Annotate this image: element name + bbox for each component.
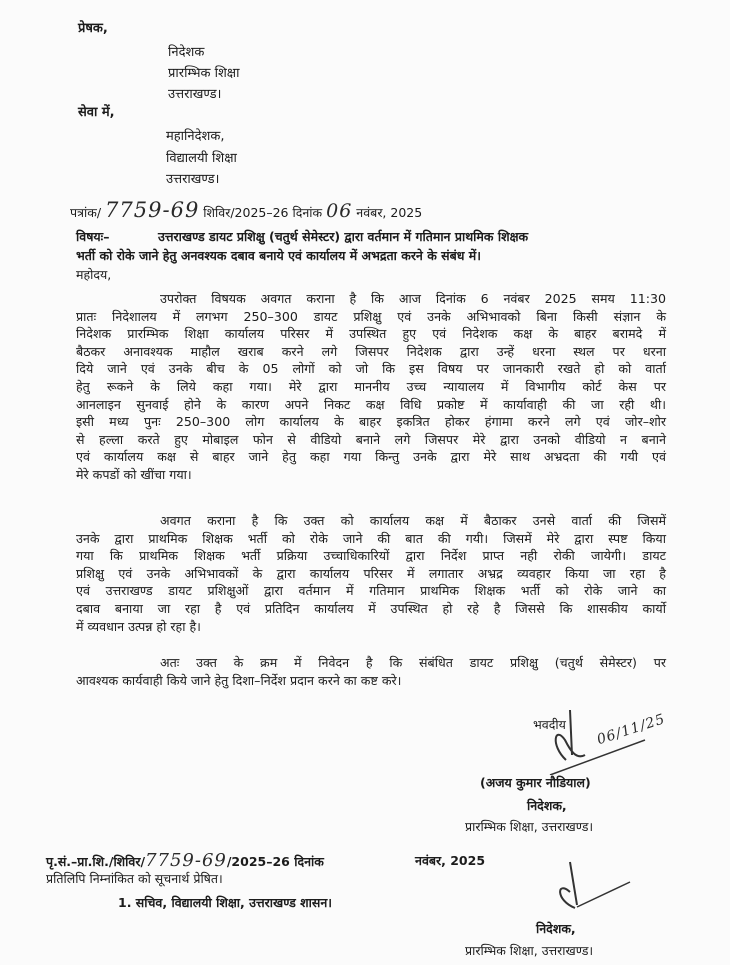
signature-icon xyxy=(535,860,635,915)
paragraph-line: हेतु रूकने के लिये कहा गया। मेरे द्वारा माननीय उच्च न्यायालय में विभागीय कोर्ट केस पर xyxy=(76,378,666,394)
recipient-line: महानिदेशक, xyxy=(166,129,225,144)
paragraph-line: एवं उत्तराखण्ड डायट प्रशिक्षुओं द्वारा वर्तमान में गतिमान प्राथमिक शिक्षक भर्ती को रोके जाने का xyxy=(76,583,666,599)
signatory-name: (अजय कुमार नौडियाल) xyxy=(480,775,591,790)
paragraph-line: आनलाइन सुनवाई होने के कारण अपने निकट कक्ष विधि प्रकोष्ट में कार्यावाही की जा रही थी। xyxy=(76,396,666,412)
ref-prefix: पत्रांक/ xyxy=(70,205,102,220)
endorsement-signatory-office: प्रारम्भिक शिक्षा, उत्तराखण्ड। xyxy=(465,943,594,958)
paragraph-line: उनके द्वारा प्राथमिक शिक्षक भर्ती को रोके जाने की बात की गयी। जिसमें मेरे द्वारा स्पष्ट किया xyxy=(76,530,666,546)
paragraph-line: मेरे कपडों को खींचा गया। xyxy=(76,466,192,482)
signatory-office: प्रारम्भिक शिक्षा, उत्तराखण्ड। xyxy=(465,819,594,834)
paragraph-line: दबाव बनाया जा रहा है एवं प्रतिदिन कार्यालय में उपस्थित हो रहे है जिससे कि शासकीय कार्यो xyxy=(76,600,666,616)
ref-suffix: शिविर/2025–26 दिनांक xyxy=(203,205,323,220)
sender-label: प्रेषक, xyxy=(78,21,108,36)
endorsement-ref-suffix: /2025–26 दिनांक xyxy=(226,854,324,869)
endorsement-ref-handwritten: 7759-69 xyxy=(145,850,227,871)
endorsement-date: नवंबर, 2025 xyxy=(415,853,486,868)
reference-line xyxy=(70,198,422,222)
endorsement-reference xyxy=(46,850,324,871)
paragraph-line: अतः उक्त के क्रम में निवेदन है कि संबंधित डायट प्रशिक्षु (चतुर्थ सेमेस्टर) पर xyxy=(160,655,666,670)
salutation: महोदय, xyxy=(76,267,112,282)
paragraph-line: इसी मध्य पुनः 250–300 लोग कार्यालय के बाहर इकत्रित होकर हंगामा करने लगे एवं जोर–शोर xyxy=(76,414,666,430)
date-suffix: नवंबर, 2025 xyxy=(356,205,423,220)
paragraph-line: प्रशिक्षु एवं उनके अभिभावकों के द्वारा कार्यालय परिसर में लगातार अभ्रद्र व्यवहार किया जा रहा है xyxy=(76,565,666,581)
recipient-line: विद्यालयी शिक्षा xyxy=(166,151,237,166)
subject-label: विषयः– xyxy=(76,229,110,244)
paragraph-line: बैठकर अनावश्यक माहौल खराब करने लगे जिसपर निदेशक द्वारा उन्हें धरना स्थल पर धरना xyxy=(76,343,666,359)
endorsement-signatory-title: निदेशक, xyxy=(536,921,576,936)
recipient-line: उत्तराखण्ड। xyxy=(166,172,220,187)
closing: भवदीय xyxy=(533,717,566,732)
paragraph-line: दिये जाने एवं उनके बीच के 05 लोगों को जो कि इस विषय पर जानकारी रखते हो को वार्ता xyxy=(76,361,666,377)
paragraph-line: प्रातः निदेशालय में लगभग 250–300 डायट प्रशिक्षु एवं उनके अभिभावको बिना किसी संज्ञान के xyxy=(76,308,666,324)
paragraph-line: उपरोक्त विषयक अवगत कराना है कि आज दिनांक 6 नवंबर 2025 समय 11:30 xyxy=(160,291,666,306)
body-paragraph-2 xyxy=(76,512,666,635)
body-paragraph-1 xyxy=(76,290,666,484)
body-paragraph-3 xyxy=(76,654,666,689)
endorsement-ref-prefix: पृ.सं.–प्रा.शि./शिविर/ xyxy=(46,854,146,869)
paragraph-line: से हल्ला करते हुए मोबाइल फोन से वीडियो बनाने लगे जिसपर मेरे द्वारा उनको वीडियो न बनाने xyxy=(76,431,666,447)
paragraph-line: गया कि प्राथमिक शिक्षक भर्ती प्रक्रिया उच्चाधिकारियों द्वारा निर्देश प्राप्त नही रोकी जायेगी। डायट xyxy=(76,548,666,564)
sender-line: उत्तराखण्ड। xyxy=(168,87,222,102)
date-handwritten: 06 xyxy=(326,200,353,222)
sender-line: प्रारम्भिक शिक्षा xyxy=(168,66,240,81)
subject-line: उत्तराखण्ड डायट प्रशिक्षु (चतुर्थ सेमेस्टर) द्वारा वर्तमान में गतिमान प्राथमिक शिक्षक xyxy=(158,229,529,244)
subject-line: भर्ती को रोके जाने हेतु अनवश्यक दबाव बनाये एवं कार्यालय में अभद्रता करने के संबंध में। xyxy=(76,248,482,263)
paragraph-line: अवगत कराना है कि उक्त को कार्यालय कक्ष में बैठाकर उनसे वार्ता की जिसमें xyxy=(160,513,666,528)
ref-handwritten: 7759-69 xyxy=(105,198,200,222)
copy-line: प्रतिलिपि निम्नांकित को सूचनार्थ प्रेषित। xyxy=(46,871,223,886)
signatory-title: निदेशक, xyxy=(527,798,567,813)
paragraph-line: में व्यवधान उत्पन्न हो रहा है। xyxy=(76,618,201,634)
signature-icon xyxy=(540,705,650,775)
copy-recipient: 1. सचिव, विद्यालयी शिक्षा, उत्तराखण्ड शासन। xyxy=(118,895,333,910)
paragraph-line: एवं कार्यालय कक्ष से बाहर जाने हेतु कहा गया किन्तु उनके द्वारा मेरे साथ अभ्रदता की गयी एवं xyxy=(76,449,666,465)
recipient-label: सेवा में, xyxy=(78,105,115,120)
paragraph-line: निदेशक प्रारम्भिक शिक्षा कार्यालय परिसर में उपस्थित हुए एवं निदेशक कक्ष के बाहर बरामदे में xyxy=(76,326,666,342)
sender-line: निदेशक xyxy=(168,45,205,60)
paragraph-line: आवश्यक कार्यवाही किये जाने हेतु दिशा–निर्देश प्रदान करने का कष्ट करे। xyxy=(76,672,402,688)
sign-date-handwritten: 06/11/25 xyxy=(595,711,668,749)
